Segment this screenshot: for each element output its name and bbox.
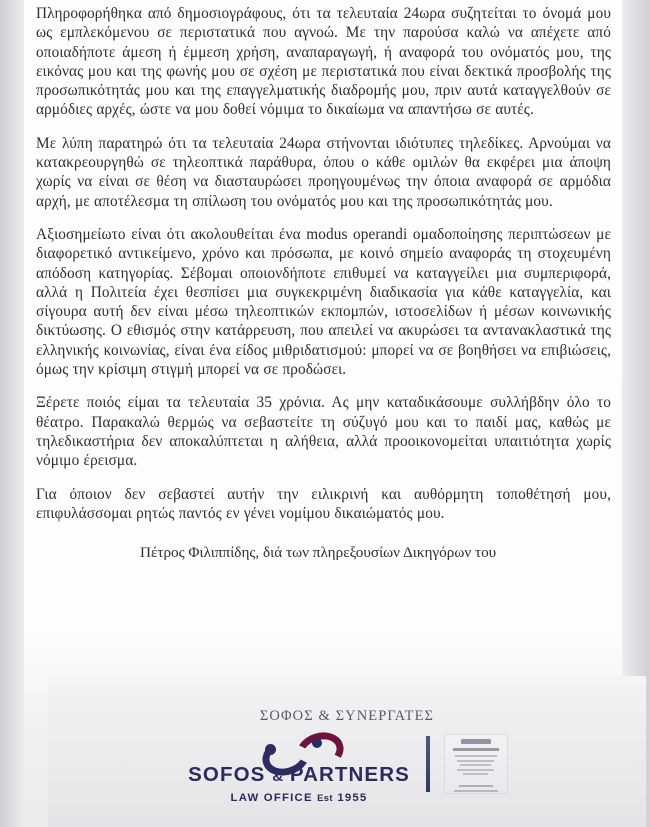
- certificate-text-line: [455, 755, 497, 757]
- logo-word-sofos: SOFOS: [188, 763, 266, 786]
- certificate-heading-line: [453, 748, 499, 751]
- tagline-year: 1955: [337, 792, 368, 804]
- swirl-logo-icon: [256, 732, 342, 762]
- firm-name-greek: ΣΟΦΟΣ & ΣΥΝΕΡΓΑΤΕΣ: [259, 708, 435, 724]
- certificate-text-line: [457, 769, 495, 771]
- certificate-footer-line-2: [454, 790, 498, 792]
- swirl-dot-left: [265, 744, 276, 755]
- firm-logo: [187, 732, 412, 804]
- logo-ampersand: &: [272, 768, 284, 785]
- logo-tagline: [187, 792, 412, 804]
- logo-divider: [426, 736, 430, 792]
- paragraph-1: Πληροφορήθηκα από δημοσιογράφους, ότι τα τελευταία 24ωρα συζητείται το όνομά μου ως εμπλεκόμενου σε περιστατικά που αγνοώ. Με την παρούσα καλώ να απέχετε από οποιαδήποτε άμεση ή έμμεση χρήση, αναπαραγωγή, ή αναφορά του ονόματός μου, της εικόνας μου και της φωνής μου σε σχέση με περιστατικά που είναι δεκτικά προσβολής της προσωπικότητάς μου και της επαγγελματικής διαδρομής μου, πριν αυτά καταγγελθούν σε αρμόδιες αρχές, ώστε να μου δοθεί νόμιμα το δικαίωμα να απαντήσω σε αυτές.: [36, 5, 611, 119]
- logo-word-partners: PARTNERS: [289, 763, 410, 786]
- tagline-est: Est: [317, 792, 333, 803]
- paragraph-5: Για όποιον δεν σεβαστεί αυτήν την ειλικρινή και αυθόρμητη τοποθέτησή μου, επιφυλάσσομαι ρητώς παντός εν γένει νομίμου δικαιώματός μου.: [36, 485, 611, 522]
- document-sheet: [24, 0, 622, 827]
- paragraph-3: Αξιοσημείωτο είναι ότι ακολουθείται ένα modus operandi ομαδοποίησης περιπτώσεων με διαφορετικό αντικείμενο, χρόνο και πρόσωπα, με κοινό σημείο αναφοράς τη στοχευμένη απόδοση κατηγορίας. Σέβομαι οποιονδήποτε επιθυμεί να καταγγείλει μια συμπεριφορά, αλλά η Πολιτεία έχει θεσπίσει μια συγκεκριμένη διαδικασία για κάθε καταγγελία, και σίγουρα αυτή δεν είναι μέσω τηλεοπτικών εκπομπών, ιστοσελίδων ή μέσων κοινωνικής δικτύωσης. Ο εθισμός στην κατάρρευση, που απειλεί να ακυρώσει τα αντανακλαστικά της ελληνικής κοινωνίας, είναι ένα είδος μιθριδατισμού: μπορεί να σε βοηθήσει να επιβιώσεις, όμως την κρίσιμη στιγμή μπορεί να σε προδώσει.: [36, 225, 611, 379]
- signature-line: Πέτρος Φιλιππίδης, διά των πληρεξουσίων Δικηγόρων του: [140, 544, 497, 562]
- logo-block: [48, 732, 646, 804]
- tagline-law-office: LAW OFFICE: [230, 792, 313, 804]
- certificate-logo-mark: [461, 739, 491, 744]
- letterhead-footer: [48, 676, 646, 827]
- certificate-text-line: [457, 760, 493, 762]
- certificate-text-lines: [455, 755, 497, 778]
- certificate-thumbnail-image: [444, 734, 508, 794]
- page-left-margin: [0, 0, 24, 827]
- document-body: [36, 4, 611, 562]
- certificate-text-line: [460, 764, 491, 766]
- certificate-footer-line-1: [459, 785, 493, 787]
- paragraph-4: Ξέρετε ποιός είμαι τα τελευταία 35 χρόνια. Ας μην καταδικάσουμε συλλήβδην όλο το θέατρο. Παρακαλώ θερμώς να σεβαστείτε τη σύζυγό μου και το παιδί μας, καθώς με τηλεδικαστήρια δεν αποκαλύπτεται η αλήθεια, αλλά προοικονομείται υπαιτιότητα χωρίς νόμιμο έρεισμα.: [36, 394, 611, 470]
- certificate-text-line: [463, 773, 488, 775]
- paragraph-2: Με λύπη παρατηρώ ότι τα τελευταία 24ωρα στήνονται ιδιότυπες τηλεδίκες. Αρνούμαι να κατακρεουργηθώ σε τηλεοπτικά παράθυρα, όπου ο κάθε ομιλών θα εκφέρει μια άποψη χωρίς να είναι σε θέση να διασταυρώσει προηγουμένως την όποια αναφορά σε αρμόδια αρχή, με αποτέλεσμα τη σπίλωση του ονόματός μου και της προσωπικότητάς μου.: [36, 134, 611, 210]
- swirl-dot-right: [312, 738, 322, 748]
